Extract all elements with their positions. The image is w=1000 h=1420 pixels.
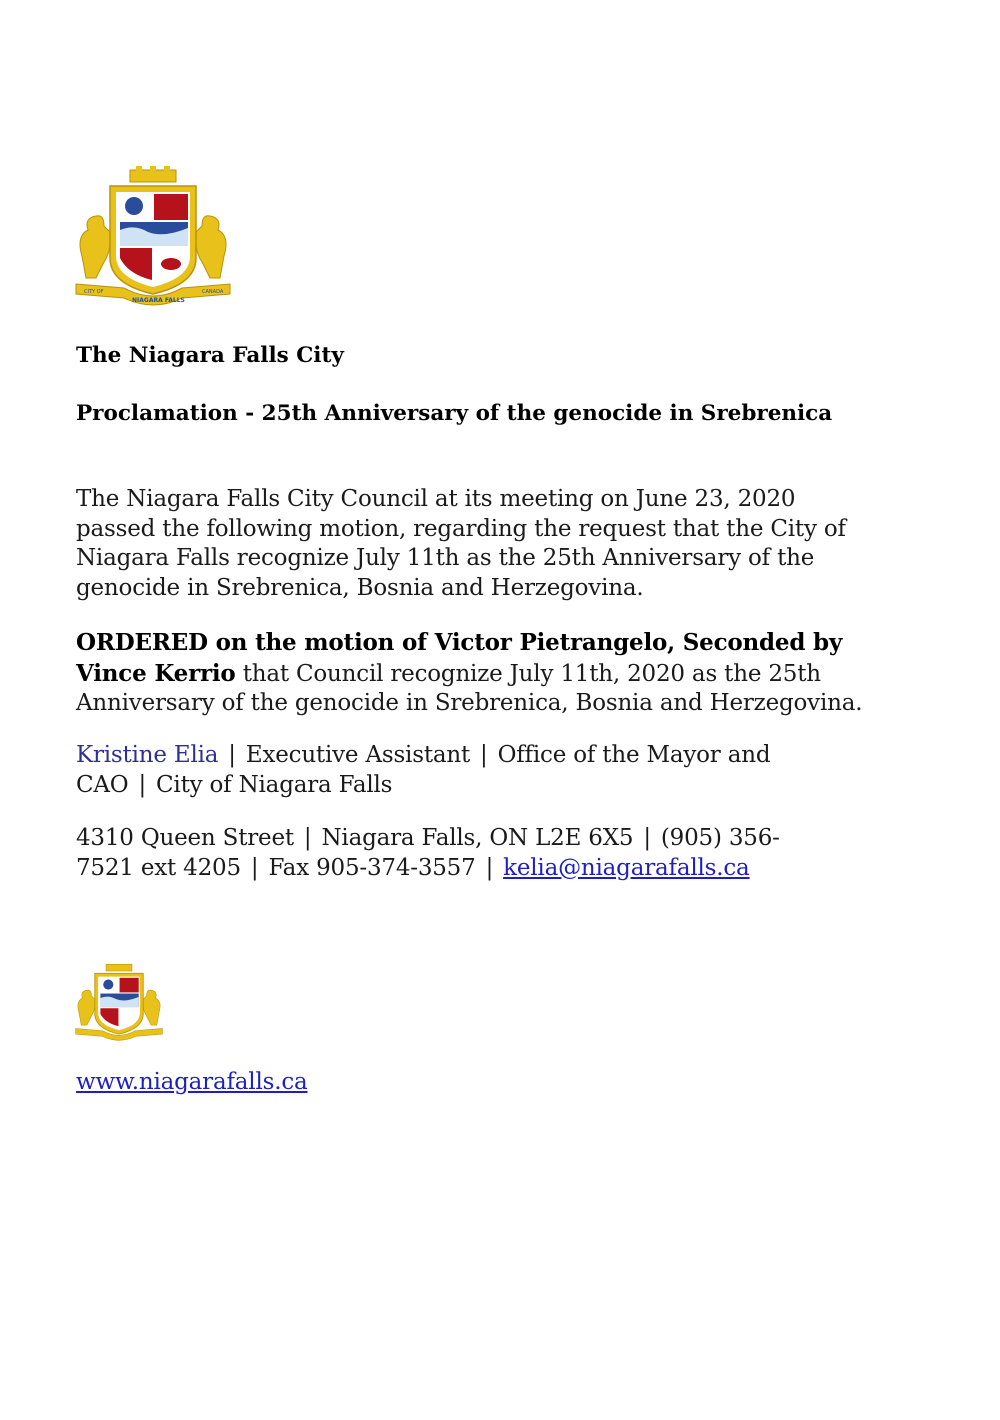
phone-number: 7521 ext 4205 — [76, 854, 241, 881]
motion-seconder: Vince Kerrio — [76, 659, 236, 687]
motion-text: that Council recognize July 11th, 2020 as the 25th — [235, 660, 821, 687]
motion-paragraph — [76, 628, 936, 719]
office-name: CAO — [76, 771, 129, 798]
svg-text:CITY OF: CITY OF — [84, 289, 104, 295]
proclamation-title: Proclamation - 25th Anniversary of the genocide in Srebrenica — [76, 401, 833, 426]
city-crest-icon — [74, 962, 164, 1042]
svg-text:CANADA: CANADA — [202, 289, 224, 295]
organization-name: City of Niagara Falls — [156, 771, 393, 798]
separator: | — [485, 854, 494, 881]
website-link[interactable]: www.niagarafalls.ca — [76, 1069, 308, 1095]
street-address: 4310 Queen Street — [76, 825, 294, 851]
separator: | — [480, 742, 488, 768]
svg-text:NIAGARA FALLS: NIAGARA FALLS — [132, 297, 185, 304]
city-heading: The Niagara Falls City — [76, 343, 344, 368]
separator: | — [228, 742, 236, 768]
intro-line: Niagara Falls recognize July 11th as the 25th Anniversary of the — [76, 545, 815, 571]
email-link[interactable]: kelia@niagarafalls.ca — [503, 854, 750, 881]
intro-line: genocide in Srebrenica, Bosnia and Herzegovina. — [76, 574, 644, 601]
separator: | — [250, 854, 259, 881]
signature-block — [76, 741, 936, 800]
footer — [76, 1068, 936, 1098]
signatory-title: Executive Assistant — [245, 742, 471, 768]
separator: | — [303, 825, 312, 851]
fax-number: Fax 905-374-3557 — [268, 854, 476, 881]
motion-text: Anniversary of the genocide in Srebrenica, Bosnia and Herzegovina. — [76, 690, 863, 716]
separator: | — [138, 771, 147, 798]
signatory-name: Kristine Elia — [76, 742, 219, 768]
intro-line: The Niagara Falls City Council at its meeting on June 23, 2020 — [76, 486, 796, 512]
motion-mover: ORDERED on the motion of Victor Pietrangelo, Seconded by — [76, 629, 843, 656]
city-crest-icon — [74, 166, 232, 308]
office-name: Office of the Mayor and — [497, 742, 771, 768]
contact-block — [76, 824, 936, 883]
phone-number: (905) 356- — [660, 825, 780, 851]
intro-line: passed the following motion, regarding the request that the City of — [76, 515, 846, 542]
separator: | — [643, 825, 651, 851]
city-address: Niagara Falls, ON L2E 6X5 — [321, 825, 634, 851]
intro-paragraph — [76, 485, 936, 603]
